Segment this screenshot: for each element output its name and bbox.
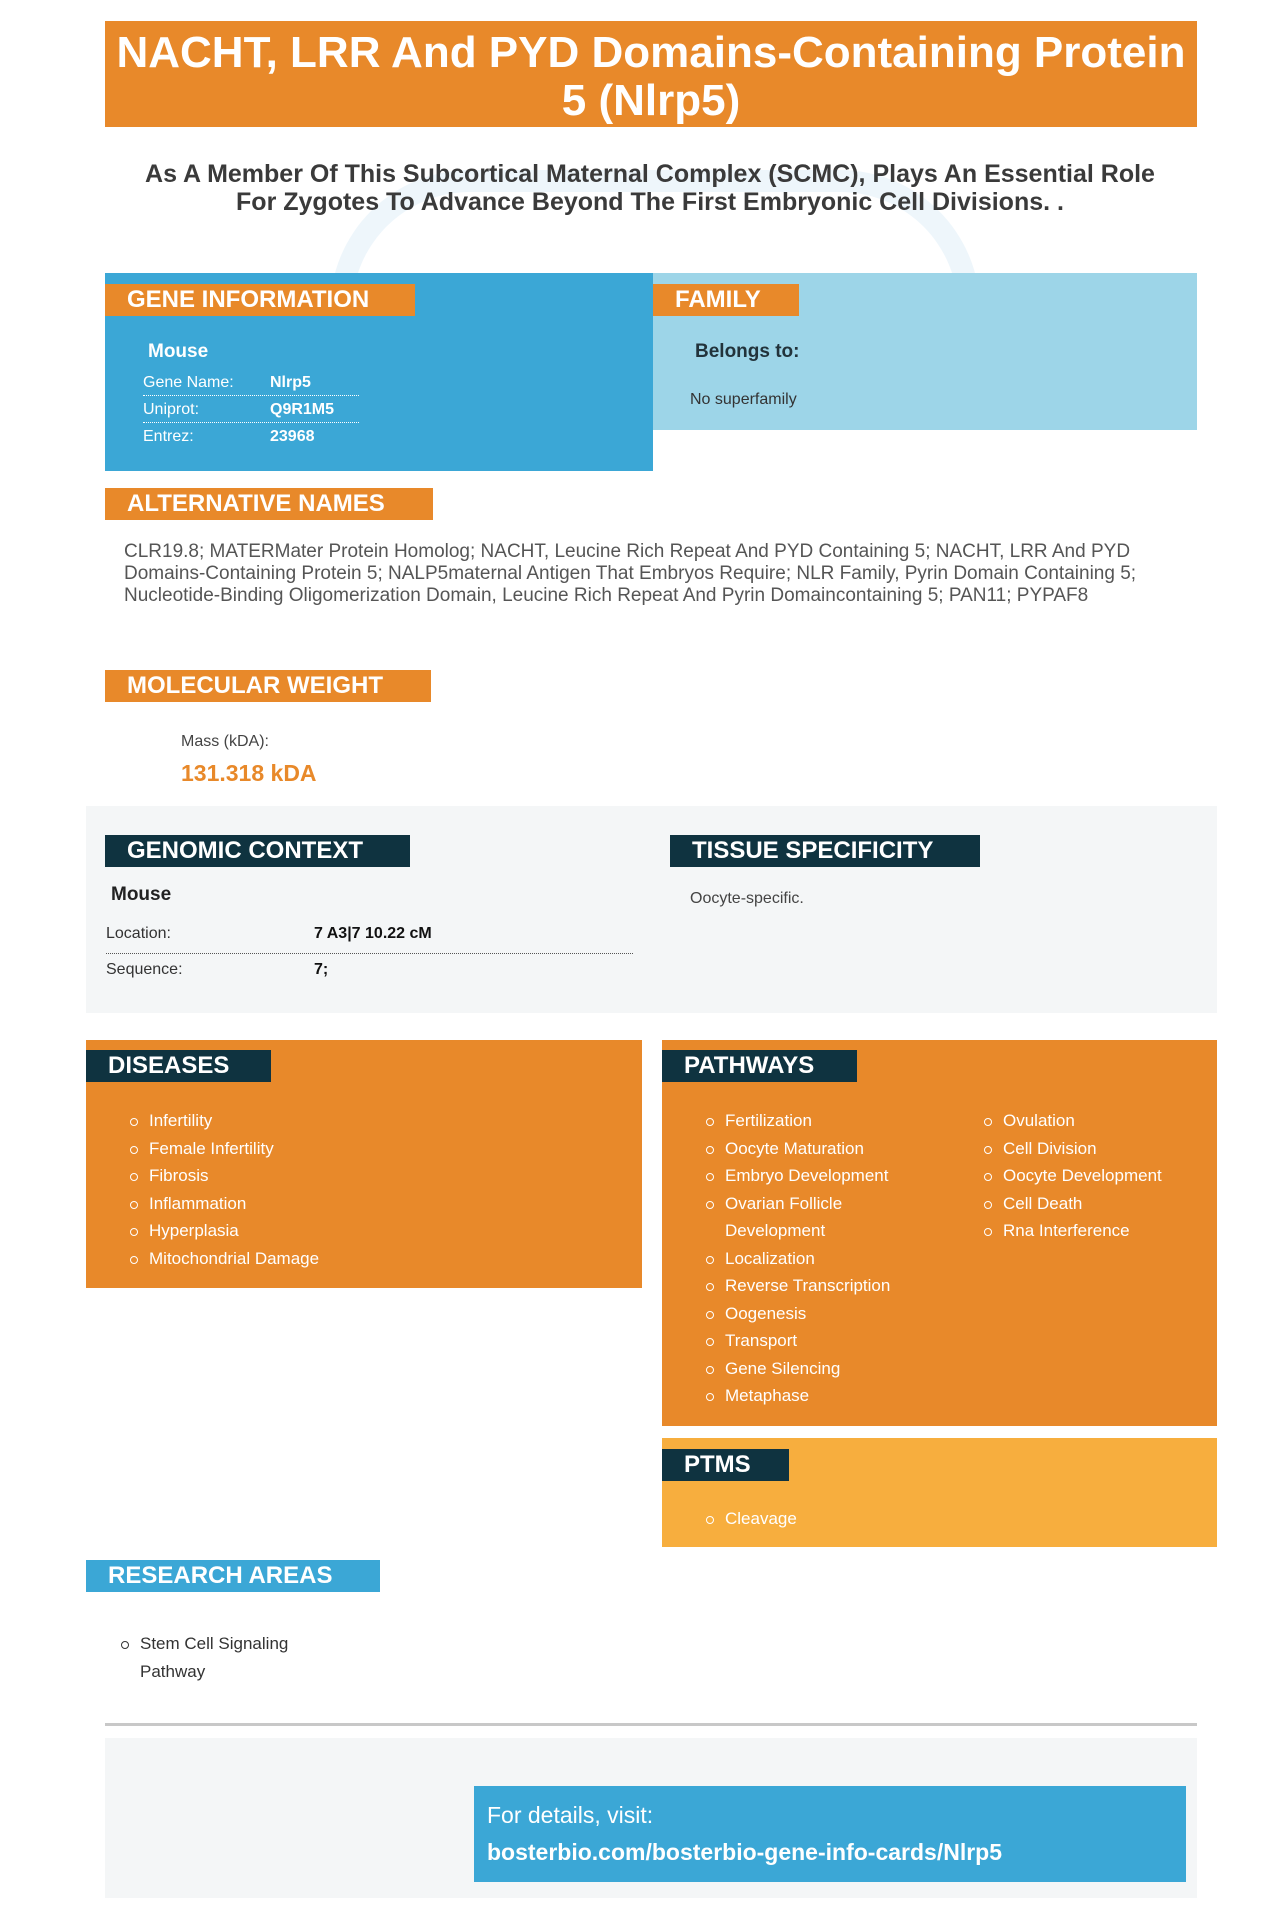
- pathways-heading: PATHWAYS: [662, 1050, 857, 1082]
- list-item[interactable]: Hyperplasia: [130, 1217, 610, 1245]
- ptms-list: [706, 1505, 956, 1533]
- pathways-list-col1: [706, 1107, 956, 1410]
- family-heading: FAMILY: [653, 284, 799, 316]
- pathways-list-col2: [984, 1107, 1204, 1245]
- list-item[interactable]: Cleavage: [706, 1505, 956, 1533]
- list-item[interactable]: Oocyte Development: [984, 1162, 1204, 1190]
- mass-value: 131.318 kDA: [181, 760, 317, 786]
- list-item[interactable]: Female Infertility: [130, 1135, 610, 1163]
- alternative-names-heading: ALTERNATIVE NAMES: [105, 488, 433, 520]
- tissue-specificity-heading: TISSUE SPECIFICITY: [670, 835, 980, 867]
- list-item[interactable]: Reverse Transcription: [706, 1272, 956, 1300]
- details-label: For details, visit:: [487, 1802, 654, 1828]
- list-item[interactable]: Stem Cell Signaling Pathway: [121, 1630, 311, 1685]
- list-item[interactable]: Transport: [706, 1327, 956, 1355]
- list-item[interactable]: Fertilization: [706, 1107, 956, 1135]
- list-item[interactable]: Oogenesis: [706, 1300, 956, 1328]
- list-item[interactable]: Oocyte Maturation: [706, 1135, 956, 1163]
- sequence-value: 7;: [314, 961, 329, 978]
- list-item[interactable]: Embryo Development: [706, 1162, 956, 1190]
- uniprot-label: Uniprot:: [143, 401, 200, 418]
- list-item[interactable]: Fibrosis: [130, 1162, 610, 1190]
- list-item[interactable]: Metaphase: [706, 1382, 956, 1410]
- ptms-heading: PTMS: [662, 1449, 789, 1481]
- family-belongs-label: Belongs to:: [695, 341, 800, 362]
- details-box: [474, 1786, 1186, 1882]
- research-areas-heading: RESEARCH AREAS: [86, 1560, 380, 1592]
- gene-info-species: Mouse: [148, 341, 209, 362]
- genomic-context-heading: GENOMIC CONTEXT: [105, 835, 410, 867]
- list-item[interactable]: Inflammation: [130, 1190, 610, 1218]
- list-item[interactable]: Cell Death: [984, 1190, 1204, 1218]
- entrez-row: [143, 423, 359, 450]
- list-item[interactable]: Infertility: [130, 1107, 610, 1135]
- gene-name-value: Nlrp5: [270, 374, 311, 391]
- tissue-specificity-text: Oocyte-specific.: [690, 890, 804, 907]
- gene-information-heading: GENE INFORMATION: [105, 284, 415, 316]
- entrez-value: 23968: [270, 428, 315, 445]
- details-link[interactable]: bosterbio.com/bosterbio-gene-info-cards/Nlrp5: [487, 1839, 1002, 1865]
- protein-summary: As A Member Of This Subcortical Maternal Complex (SCMC), Plays An Essential Role For Zygotes To Advance Beyond The First Embryonic Cell Divisions. .: [145, 160, 1155, 216]
- uniprot-value: Q9R1M5: [270, 401, 335, 418]
- research-areas-list: [121, 1630, 311, 1685]
- footer-divider: [105, 1723, 1197, 1726]
- list-item[interactable]: Ovarian Follicle Development: [706, 1190, 886, 1245]
- list-item[interactable]: Mitochondrial Damage: [130, 1245, 610, 1273]
- location-value: 7 A3|7 10.22 cM: [314, 925, 432, 942]
- list-item[interactable]: Localization: [706, 1245, 956, 1273]
- sequence-row: [106, 955, 633, 990]
- molecular-weight-heading: MOLECULAR WEIGHT: [105, 670, 431, 702]
- page-title: NACHT, LRR And PYD Domains-Containing Protein 5 (Nlrp5): [105, 21, 1197, 127]
- gene-name-label: Gene Name:: [143, 374, 234, 391]
- uniprot-row: [143, 396, 359, 423]
- alternative-names-text: CLR19.8; MATERMater Protein Homolog; NACHT, Leucine Rich Repeat And PYD Containing 5; NACHT, LRR And PYD Domains-Containing Protein 5; NALP5maternal Antigen That Embryos Require; NLR Family, Pyrin Domain Containing 5; Nucleotide-Binding Oligomerization Domain, Leucine Rich Repeat And Pyrin Domaincontaining 5; PAN11; PYPAF8: [124, 541, 1137, 606]
- list-item[interactable]: Cell Division: [984, 1135, 1204, 1163]
- list-item[interactable]: Ovulation: [984, 1107, 1204, 1135]
- list-item[interactable]: Gene Silencing: [706, 1355, 956, 1383]
- location-row: [106, 919, 633, 954]
- family-value: No superfamily: [690, 391, 797, 408]
- sequence-label: Sequence:: [106, 961, 183, 978]
- gene-name-row: [143, 369, 359, 396]
- location-label: Location:: [106, 925, 171, 942]
- mass-label: Mass (kDA):: [181, 733, 269, 750]
- entrez-label: Entrez:: [143, 428, 194, 445]
- diseases-heading: DISEASES: [86, 1050, 271, 1082]
- list-item[interactable]: Rna Interference: [984, 1217, 1204, 1245]
- genomic-context-species: Mouse: [111, 884, 172, 905]
- diseases-list: [130, 1107, 610, 1272]
